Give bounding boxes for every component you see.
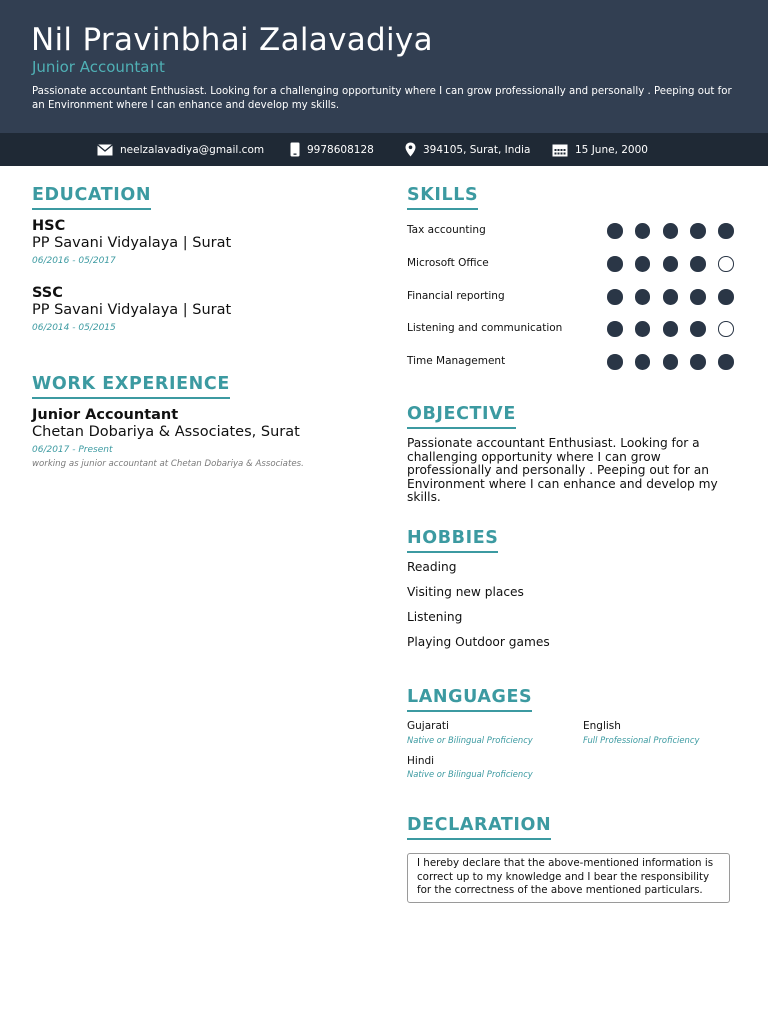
objective-text: Passionate accountant Enthusiast. Looking for a challenging opportunity where I can grow professionally and personally . Peeping out for an Environment where I can enhance and develop my skills. — [407, 436, 718, 504]
filled-dot-icon — [635, 223, 651, 239]
filled-dot-icon — [690, 289, 706, 305]
skill-name: Tax accounting — [407, 224, 486, 236]
filled-dot-icon — [663, 223, 679, 239]
dob-text: 15 June, 2000 — [575, 143, 648, 156]
phone-icon — [290, 142, 300, 157]
skill-name: Financial reporting — [407, 290, 505, 302]
job-position: Junior Accountant — [32, 407, 179, 423]
filled-dot-icon — [635, 321, 651, 337]
filled-dot-icon — [690, 223, 706, 239]
contact-email[interactable] — [97, 133, 264, 166]
skill-rating — [607, 256, 734, 272]
language-level: Full Professional Proficiency — [583, 735, 700, 745]
skill-name: Time Management — [407, 355, 506, 367]
skill-rating — [607, 321, 734, 337]
filled-dot-icon — [690, 256, 706, 272]
language-name: Gujarati — [407, 720, 449, 732]
skill-name: Microsoft Office — [407, 257, 489, 269]
filled-dot-icon — [718, 354, 734, 370]
skill-rating — [607, 223, 734, 239]
location-text: 394105, Surat, India — [423, 143, 531, 156]
filled-dot-icon — [690, 354, 706, 370]
hobby-item: Listening — [407, 610, 463, 624]
contact-location — [405, 133, 530, 166]
language-level: Native or Bilingual Proficiency — [407, 735, 533, 745]
hobbies-heading: HOBBIES — [407, 528, 498, 553]
languages-heading: LANGUAGES — [407, 687, 532, 712]
phone-text: 9978608128 — [307, 143, 374, 156]
filled-dot-icon — [663, 321, 679, 337]
location-pin-icon — [405, 142, 416, 157]
skill-name: Listening and communication — [407, 322, 563, 334]
filled-dot-icon — [607, 321, 623, 337]
hobby-item: Reading — [407, 560, 457, 574]
education-heading: EDUCATION — [32, 185, 151, 210]
resume-header — [0, 0, 768, 133]
filled-dot-icon — [635, 256, 651, 272]
filled-dot-icon — [607, 354, 623, 370]
candidate-role: Junior Accountant — [32, 58, 165, 76]
education-school: PP Savani Vidyalaya | Surat — [32, 235, 232, 251]
skill-rating — [607, 289, 734, 305]
filled-dot-icon — [663, 354, 679, 370]
contact-dob — [552, 133, 648, 166]
filled-dot-icon — [718, 223, 734, 239]
filled-dot-icon — [607, 256, 623, 272]
language-name: Hindi — [407, 755, 435, 767]
work-experience-heading: WORK EXPERIENCE — [32, 374, 230, 399]
filled-dot-icon — [663, 256, 679, 272]
filled-dot-icon — [607, 223, 623, 239]
header-summary: Passionate accountant Enthusiast. Looking for a challenging opportunity where I can grow professionally and personally . Peeping out for an Environment where I can enhance and develop my skills. — [32, 86, 732, 111]
declaration-text: I hereby declare that the above-mentioned information is correct up to my knowledge and I bear the responsibility for the correctness of the above mentioned particulars. — [407, 853, 730, 903]
education-dates: 06/2016 - 05/2017 — [32, 256, 116, 266]
skills-heading: SKILLS — [407, 185, 478, 210]
job-description: working as junior accountant at Chetan Dobariya & Associates. — [32, 459, 304, 469]
education-school: PP Savani Vidyalaya | Surat — [32, 302, 232, 318]
education-degree: SSC — [32, 285, 63, 301]
filled-dot-icon — [607, 289, 623, 305]
job-dates: 06/2017 - Present — [32, 445, 113, 455]
empty-dot-icon — [718, 321, 734, 337]
contact-bar — [0, 133, 768, 166]
email-text: neelzalavadiya@gmail.com — [120, 143, 265, 156]
candidate-name: Nil Pravinbhai Zalavadiya — [31, 22, 433, 58]
skill-rating — [607, 354, 734, 370]
objective-heading: OBJECTIVE — [407, 404, 516, 429]
filled-dot-icon — [663, 289, 679, 305]
education-dates: 06/2014 - 05/2015 — [32, 323, 116, 333]
language-name: English — [583, 720, 621, 732]
language-level: Native or Bilingual Proficiency — [407, 769, 533, 779]
envelope-icon — [97, 144, 113, 156]
job-company: Chetan Dobariya & Associates, Surat — [32, 424, 300, 440]
filled-dot-icon — [718, 289, 734, 305]
empty-dot-icon — [718, 256, 734, 272]
filled-dot-icon — [690, 321, 706, 337]
hobby-item: Visiting new places — [407, 585, 524, 599]
declaration-heading: DECLARATION — [407, 815, 551, 840]
hobby-item: Playing Outdoor games — [407, 635, 550, 649]
calendar-icon — [552, 143, 568, 157]
contact-phone[interactable] — [290, 133, 374, 166]
filled-dot-icon — [635, 289, 651, 305]
education-degree: HSC — [32, 218, 66, 234]
filled-dot-icon — [635, 354, 651, 370]
